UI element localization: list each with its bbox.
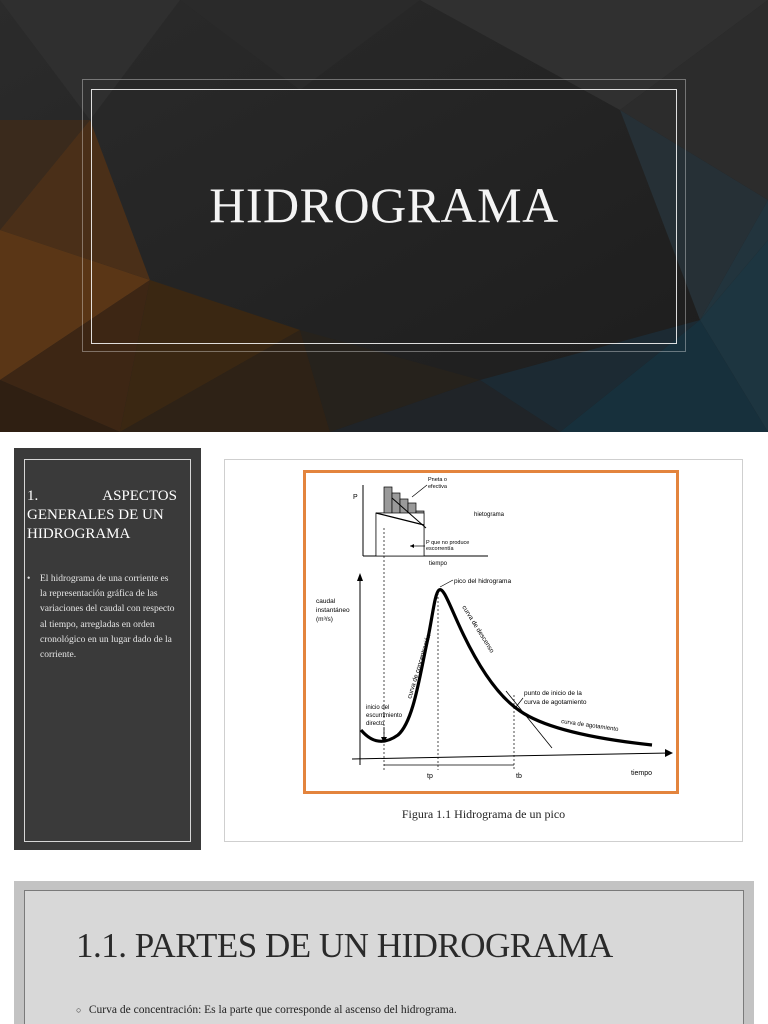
bullet-dot: • [27,574,31,584]
curva-concentracion-label: curva de concentración [406,633,433,700]
bullet-circle-icon: ○ [76,1005,82,1015]
pneta-label: Pneta o [428,477,447,483]
tiempo-top-label: tiempo [429,561,448,567]
section-heading [27,487,177,544]
tiempo-bottom-label: tiempo [631,770,653,777]
hydrograph-x-axis [352,753,670,759]
curva-agotamiento-label: curva de agotamiento [560,719,619,734]
p-no-produce-label-2: escorrentía [426,546,454,552]
pico-pointer [440,580,453,587]
section-bullet [27,572,177,663]
hydrograph-y-arrowhead [357,573,363,581]
section-number: 1. [27,488,39,504]
hydrograph-x-arrowhead [665,749,673,757]
p-no-produce-label-1: P que no produce [426,540,470,546]
title-slide [0,0,768,432]
punto-inicio-label-1: punto de inicio de la [524,690,582,697]
hydrograph-figure [303,470,679,794]
section-title-first-word: ASPECTOS [102,488,177,504]
hietograma-label: hietograma [474,512,505,518]
caudal-label-3: (m³/s) [316,616,333,623]
pico-label: pico del hidrograma [454,578,512,585]
inicio-label-2: escurrimiento [366,713,403,719]
parts-slide-title: 1.1. PARTES DE UN HIDROGRAMA [76,926,613,965]
inicio-label-1: inicio del [366,705,390,711]
punto-inicio-label-2: curva de agotamiento [524,699,587,706]
hydrograph-curve [361,590,652,745]
inicio-label-3: directo [366,721,385,727]
punto-inicio-pointer [516,698,523,707]
efectiva-label: efectiva [428,484,447,490]
hydrograph-diagram [306,473,676,791]
parts-bullet [76,1004,736,1016]
curva-descenso-label: curva de descenso [460,604,496,655]
caudal-label-2: instantáneo [316,607,350,614]
p-axis-label: P [353,494,358,501]
tp-label: tp [427,773,433,780]
tb-label: tb [516,773,522,780]
pneta-pointer [412,485,427,497]
figure-caption: Figura 1.1 Hidrograma de un pico [401,807,566,821]
slide-title: HIDROGRAMA [209,177,559,233]
section-title-rest: GENERALES DE UN HIDROGRAMA [27,507,164,542]
parts-bullet-text: Curva de concentración: Es la parte que corresponde al ascenso del hidrograma. [88,1004,457,1016]
caudal-label-1: caudal [316,598,336,605]
bullet-text: El hidrograma de una corriente es la representación gráfica de las variaciones del caudal con respecto al tiempo, arregladas en orden cronológico en un lugar dado de la corriente. [40,574,175,661]
